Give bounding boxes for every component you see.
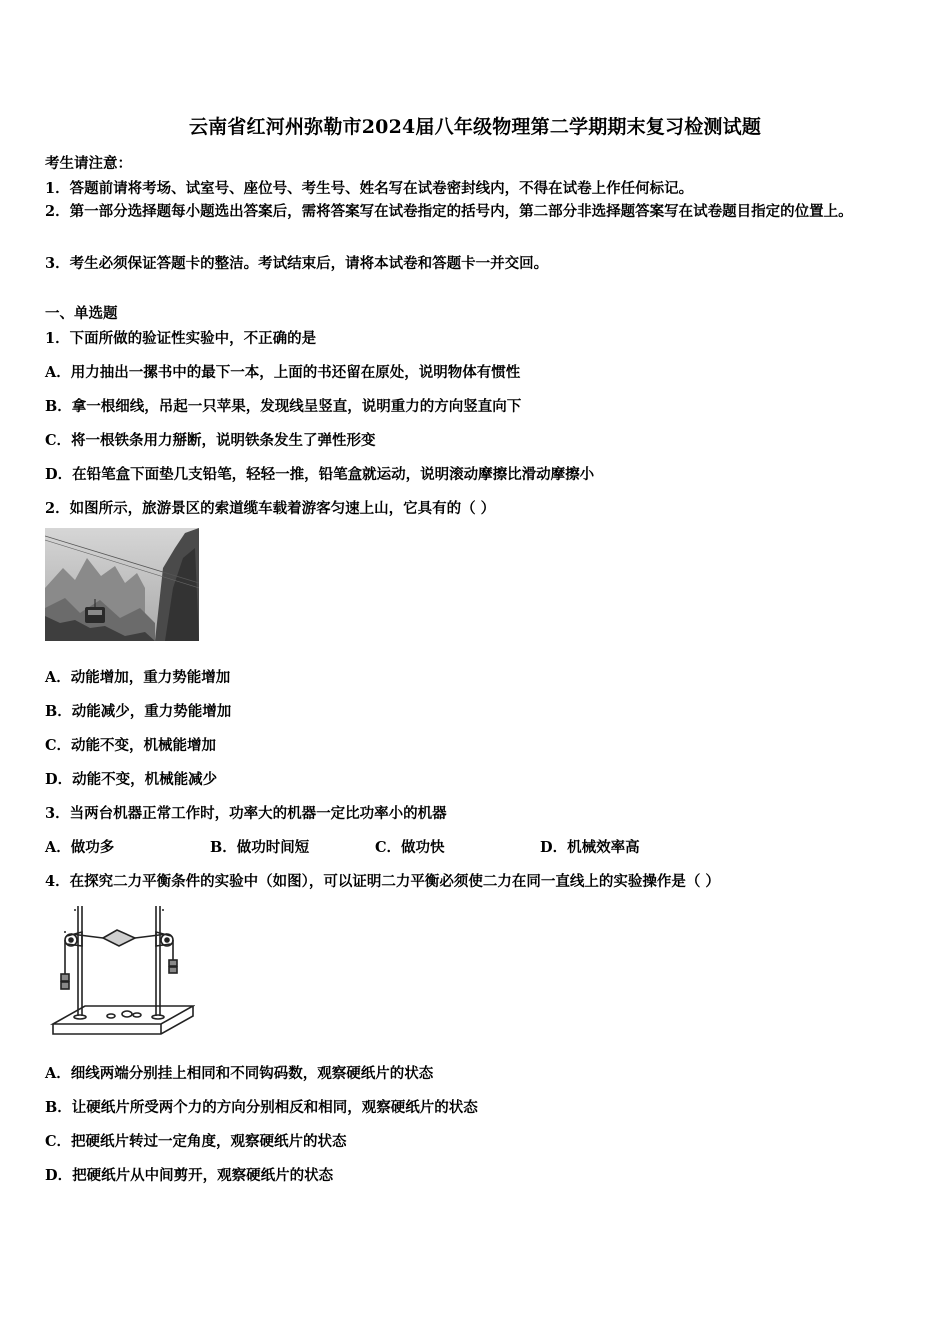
cable-car-photo [45,528,199,641]
option: A．做功多 [45,839,115,856]
option: D．在铅笔盒下面垫几支铅笔，轻轻一推，铅笔盒就运动，说明滚动摩擦比滑动摩擦小 [45,466,595,483]
notice-item: 2．第一部分选择题每小题选出答案后，需将答案写在试卷指定的括号内，第二部分非选择题答案写在试卷题目指定的位置上。 [45,203,853,220]
option: C．将一根铁条用力掰断，说明铁条发生了弹性形变 [45,432,376,449]
option: B．动能减少，重力势能增加 [45,703,232,720]
notice-item: 3．考生必须保证答题卡的整洁。考试结束后，请将本试卷和答题卡一并交回。 [45,255,549,272]
option: C．把硬纸片转过一定角度，观察硬纸片的状态 [45,1133,347,1150]
option: C．动能不变，机械能增加 [45,737,217,754]
option: A．动能增加，重力势能增加 [45,669,231,686]
question-stem: 4．在探究二力平衡条件的实验中（如图），可以证明二力平衡必须使二力在同一直线上的实验操作是（ ） [45,873,720,890]
question-stem: 3．当两台机器正常工作时，功率大的机器一定比功率小的机器 [45,805,447,822]
option: D．把硬纸片从中间剪开，观察硬纸片的状态 [45,1167,334,1184]
question-stem: 1．下面所做的验证性实验中，不正确的是 [45,330,317,347]
notice-heading: 考生请注意： [45,155,132,172]
option: B．做功时间短 [210,839,310,856]
option: A．细线两端分别挂上相同和不同钩码数，观察硬纸片的状态 [45,1065,434,1082]
option-row [45,836,925,857]
notice-item: 1．答题前请将考场、试室号、座位号、考生号、姓名写在试卷密封线内，不得在试卷上作任何标记。 [45,180,694,197]
option: B．让硬纸片所受两个力的方向分别相反和相同，观察硬纸片的状态 [45,1099,478,1116]
question-stem: 2．如图所示，旅游景区的索道缆车载着游客匀速上山，它具有的（ ） [45,500,496,517]
two-force-balance-apparatus [45,902,195,1042]
option: C．做功快 [375,839,445,856]
option: D．机械效率高 [540,839,640,856]
exam-title: 云南省红河州弥勒市2024届八年级物理第二学期期末复习检测试题 [188,116,762,138]
option: B．拿一根细线，吊起一只苹果，发现线呈竖直，说明重力的方向竖直向下 [45,398,522,415]
option: A．用力抽出一摞书中的最下一本，上面的书还留在原处，说明物体有惯性 [45,364,521,381]
section-heading: 一、单选题 [45,305,118,322]
option: D．动能不变，机械能减少 [45,771,218,788]
